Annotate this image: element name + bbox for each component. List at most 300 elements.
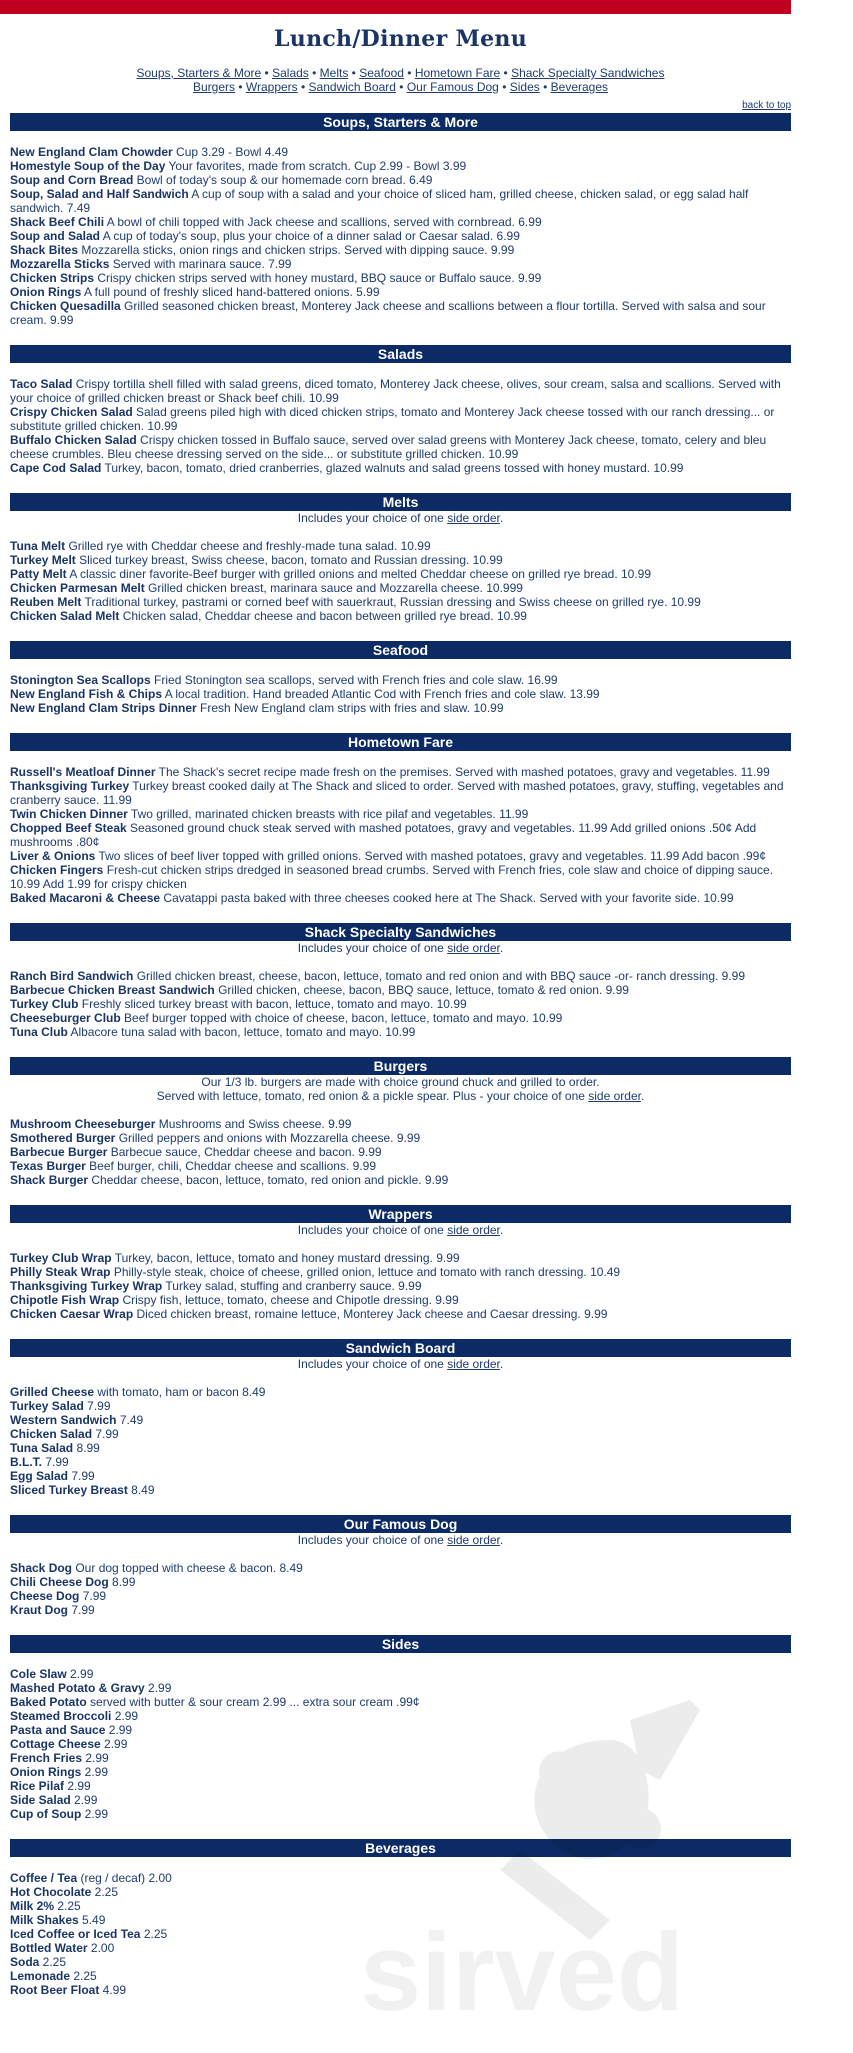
menu-item-description: Turkey salad, stuffing and cranberry sauce. 9.99	[162, 1279, 422, 1293]
menu-item	[10, 159, 791, 173]
menu-item-name: Soup and Salad	[10, 229, 101, 243]
menu-item-name: Liver & Onions	[10, 849, 96, 863]
nav-separator: •	[308, 66, 320, 80]
menu-item-name: Russell's Meatloaf Dinner	[10, 765, 156, 779]
menu-item-description: Cheddar cheese, bacon, lettuce, tomato, red onion and pickle. 9.99	[88, 1173, 449, 1187]
menu-item	[10, 1793, 791, 1807]
back-to-top-link[interactable]: back to top	[742, 100, 791, 111]
section-header: Sides	[10, 1635, 791, 1653]
menu-item-name: Homestyle Soup of the Day	[10, 159, 166, 173]
nav-link[interactable]: Seafood	[359, 66, 404, 80]
menu-item-name: Chicken Caesar Wrap	[10, 1307, 134, 1321]
section-note-text: Includes your choice of one	[297, 511, 448, 525]
section-nav-row	[10, 80, 791, 94]
menu-item-name: Baked Potato	[10, 1695, 87, 1709]
menu-item	[10, 779, 791, 807]
menu-item-list	[10, 1251, 791, 1321]
menu-item	[10, 229, 791, 243]
menu-item-name: Thanksgiving Turkey Wrap	[10, 1279, 163, 1293]
menu-page	[10, 14, 791, 2015]
menu-item-list	[10, 673, 791, 715]
menu-item-description: A full pound of freshly sliced hand-battered onions. 5.99	[81, 285, 380, 299]
side-order-link[interactable]: side order	[447, 1533, 500, 1547]
menu-item-name: New England Clam Chowder	[10, 145, 173, 159]
menu-item	[10, 173, 791, 187]
top-color-bar	[0, 0, 791, 14]
menu-item-description: Sliced turkey breast, Swiss cheese, bacon, tomato and Russian dressing. 10.99	[75, 553, 503, 567]
menu-item	[10, 863, 791, 891]
menu-item	[10, 1575, 791, 1589]
menu-item-name: Cape Cod Salad	[10, 461, 102, 475]
section-note	[10, 1223, 791, 1237]
menu-item-description: 2.99	[64, 1779, 91, 1793]
menu-item-description: Mushrooms and Swiss cheese. 9.99	[155, 1117, 352, 1131]
section-nav	[10, 66, 791, 94]
menu-item-name: Chili Cheese Dog	[10, 1575, 109, 1589]
menu-item-name: Texas Burger	[10, 1159, 86, 1173]
menu-item-name: Twin Chicken Dinner	[10, 807, 128, 821]
nav-link[interactable]: Melts	[319, 66, 349, 80]
menu-item	[10, 1117, 791, 1131]
menu-item-name: Sliced Turkey Breast	[10, 1483, 128, 1497]
menu-item-description: 5.49	[78, 1913, 106, 1927]
menu-item-name: Turkey Club	[10, 997, 79, 1011]
section-header: Salads	[10, 345, 791, 363]
menu-item	[10, 1265, 791, 1279]
nav-link[interactable]: Sandwich Board	[308, 80, 396, 94]
menu-item-description: A cup of soup with a salad and your choice of sliced ham, grilled cheese, chicken salad, or egg salad half sandwich. 7.49	[10, 187, 749, 215]
menu-section	[10, 113, 791, 327]
menu-item	[10, 1441, 791, 1455]
menu-item	[10, 1131, 791, 1145]
menu-item	[10, 243, 791, 257]
menu-item	[10, 1765, 791, 1779]
menu-item-name: Thanksgiving Turkey	[10, 779, 130, 793]
menu-item-name: Chicken Parmesan Melt	[10, 581, 145, 595]
menu-item	[10, 1483, 791, 1497]
menu-item-description: A bowl of chili topped with Jack cheese and scallions, served with cornbread. 6.99	[104, 215, 542, 229]
menu-item	[10, 969, 791, 983]
menu-item	[10, 1983, 791, 1997]
menu-section	[10, 1515, 791, 1617]
menu-item-name: Chicken Strips	[10, 271, 95, 285]
menu-item	[10, 461, 791, 475]
menu-item-description: Philly-style steak, choice of cheese, grilled onion, lettuce and tomato with ranch dressing. 10.49	[110, 1265, 621, 1279]
menu-item	[10, 377, 791, 405]
menu-item-name: Turkey Salad	[10, 1399, 84, 1413]
menu-item	[10, 1251, 791, 1265]
menu-item-name: Root Beer Float	[10, 1983, 100, 1997]
menu-item	[10, 299, 791, 327]
menu-item	[10, 567, 791, 581]
menu-item-description: 2.99	[100, 1737, 128, 1751]
menu-item-name: Western Sandwich	[10, 1413, 117, 1427]
side-order-link[interactable]: side order	[447, 511, 500, 525]
menu-item-description: (reg / decaf) 2.00	[77, 1871, 172, 1885]
nav-link[interactable]: Our Famous Dog	[406, 80, 499, 94]
menu-item-description: Fresh New England clam strips with fries and slaw. 10.99	[196, 701, 504, 715]
menu-sections	[10, 113, 791, 1997]
menu-item-name: Cheese Dog	[10, 1589, 80, 1603]
menu-item-description: Cup 3.29 - Bowl 4.49	[172, 145, 289, 159]
section-note-text: Includes your choice of one	[297, 1533, 448, 1547]
menu-item	[10, 1885, 791, 1899]
menu-item-description: Grilled seasoned chicken breast, Monterey Jack cheese and scallions between a flour tortilla. Served with salsa and sour cream. 9.99	[10, 299, 766, 327]
menu-item-name: Tuna Salad	[10, 1441, 74, 1455]
menu-item	[10, 1145, 791, 1159]
menu-item-description: 8.99	[73, 1441, 100, 1455]
menu-section	[10, 493, 791, 623]
menu-item-list	[10, 1871, 791, 1997]
nav-link[interactable]: Beverages	[550, 80, 609, 94]
nav-separator: •	[498, 80, 510, 94]
section-note	[10, 511, 791, 525]
menu-item-description: Turkey breast cooked daily at The Shack and sliced to order. Served with mashed potatoes, gravy, stuffing, vegetables and cranberry sauce. 11.99	[10, 779, 784, 807]
nav-link[interactable]: Sides	[509, 80, 540, 94]
menu-item	[10, 1779, 791, 1793]
section-note-text: .	[499, 1533, 504, 1547]
menu-item-description: Albacore tuna salad with bacon, lettuce, tomato and mayo. 10.99	[67, 1025, 416, 1039]
menu-item-name: Side Salad	[10, 1793, 71, 1807]
menu-section	[10, 1339, 791, 1497]
menu-item	[10, 1913, 791, 1927]
menu-item-description: Beef burger, chili, Cheddar cheese and scallions. 9.99	[85, 1159, 376, 1173]
menu-item-description: Barbecue sauce, Cheddar cheese and bacon. 9.99	[107, 1145, 382, 1159]
menu-item	[10, 1589, 791, 1603]
side-order-link[interactable]: side order	[447, 1357, 500, 1371]
menu-item-name: Chopped Beef Steak	[10, 821, 127, 835]
menu-item-name: Stonington Sea Scallops	[10, 673, 151, 687]
menu-item-name: New England Fish & Chips	[10, 687, 163, 701]
menu-item-name: Barbecue Chicken Breast Sandwich	[10, 983, 215, 997]
nav-separator: •	[348, 66, 360, 80]
menu-item	[10, 1279, 791, 1293]
menu-item	[10, 257, 791, 271]
section-header: Sandwich Board	[10, 1339, 791, 1357]
menu-item-description: 7.99	[68, 1603, 95, 1617]
menu-item-description: Crispy chicken tossed in Buffalo sauce, served over salad greens with Monterey Jack cheese, tomato, celery and bleu cheese crumbles. Bleu cheese dressing served on the side... or substitute grilled chicken. 10.99	[10, 433, 767, 461]
menu-item-name: Rice Pilaf	[10, 1779, 65, 1793]
menu-item-name: French Fries	[10, 1751, 83, 1765]
menu-item	[10, 1941, 791, 1955]
side-order-link[interactable]: side order	[447, 1223, 500, 1237]
menu-item-description: 8.49	[127, 1483, 155, 1497]
menu-item	[10, 1025, 791, 1039]
section-note-text: Includes your choice of one	[297, 1223, 448, 1237]
menu-item	[10, 405, 791, 433]
menu-item	[10, 271, 791, 285]
menu-item-name: Philly Steak Wrap	[10, 1265, 111, 1279]
menu-item-description: Cavatappi pasta baked with three cheeses cooked here at The Shack. Served with your favorite side. 10.99	[160, 891, 734, 905]
menu-item-name: Shack Burger	[10, 1173, 89, 1187]
menu-item-name: Kraut Dog	[10, 1603, 68, 1617]
menu-item-name: Hot Chocolate	[10, 1885, 92, 1899]
menu-item-name: Tuna Melt	[10, 539, 66, 553]
menu-item	[10, 687, 791, 701]
menu-item-name: Onion Rings	[10, 1765, 82, 1779]
menu-item-name: Cup of Soup	[10, 1807, 82, 1821]
menu-item-name: New England Clam Strips Dinner	[10, 701, 197, 715]
menu-item	[10, 1173, 791, 1187]
back-to-top	[10, 100, 791, 111]
menu-item	[10, 539, 791, 553]
menu-item	[10, 1899, 791, 1913]
menu-item	[10, 1413, 791, 1427]
menu-item	[10, 997, 791, 1011]
menu-item-description: 2.25	[39, 1955, 67, 1969]
menu-item-description: 2.99	[105, 1723, 133, 1737]
menu-item	[10, 1695, 791, 1709]
menu-item-description: 7.99	[68, 1469, 95, 1483]
menu-item-name: Pasta and Sauce	[10, 1723, 106, 1737]
menu-item-description: Your favorites, made from scratch. Cup 2.99 - Bowl 3.99	[165, 159, 467, 173]
menu-item	[10, 1399, 791, 1413]
menu-item	[10, 1955, 791, 1969]
menu-item-description: Two slices of beef liver topped with grilled onions. Served with mashed potatoes, gravy and vegetables. 11.99 Add bacon .99¢	[95, 849, 766, 863]
menu-item	[10, 595, 791, 609]
section-header: Hometown Fare	[10, 733, 791, 751]
menu-item	[10, 821, 791, 849]
menu-item	[10, 187, 791, 215]
menu-item-name: Egg Salad	[10, 1469, 69, 1483]
section-note	[10, 1357, 791, 1371]
menu-item	[10, 1159, 791, 1173]
menu-item-name: Soup, Salad and Half Sandwich	[10, 187, 189, 201]
section-note-text: .	[499, 511, 504, 525]
menu-item-description: 7.99	[42, 1455, 69, 1469]
menu-item-name: Shack Beef Chili	[10, 215, 105, 229]
menu-item-list	[10, 1667, 791, 1821]
nav-link[interactable]: Hometown Fare	[414, 66, 501, 80]
menu-item-description: 7.99	[83, 1399, 111, 1413]
menu-item-name: Shack Dog	[10, 1561, 73, 1575]
menu-item-name: Turkey Melt	[10, 553, 76, 567]
page-title: Lunch/Dinner Menu	[274, 26, 527, 52]
section-header: Shack Specialty Sandwiches	[10, 923, 791, 941]
menu-item-description: The Shack's secret recipe made fresh on the premises. Served with mashed potatoes, gravy and vegetables. 11.99	[155, 765, 770, 779]
menu-item	[10, 1455, 791, 1469]
menu-item-description: 2.25	[91, 1885, 119, 1899]
menu-item-description: 2.25	[140, 1927, 168, 1941]
menu-item-description: 2.99	[70, 1793, 98, 1807]
menu-item-description: 2.25	[70, 1969, 97, 1983]
menu-item-description: Turkey, bacon, lettuce, tomato and honey mustard dressing. 9.99	[111, 1251, 460, 1265]
section-header: Melts	[10, 493, 791, 511]
menu-section	[10, 1839, 791, 1997]
menu-item	[10, 1427, 791, 1441]
nav-link[interactable]: Salads	[272, 66, 309, 80]
menu-item	[10, 285, 791, 299]
menu-item-name: Cottage Cheese	[10, 1737, 101, 1751]
side-order-link[interactable]: side order	[588, 1089, 641, 1103]
menu-section	[10, 345, 791, 475]
menu-item	[10, 807, 791, 821]
menu-item-name: Buffalo Chicken Salad	[10, 433, 137, 447]
section-note-text: Served with lettuce, tomato, red onion & a pickle spear. Plus - your choice of one	[156, 1089, 589, 1103]
menu-item-description: Served with marinara sauce. 7.99	[109, 257, 292, 271]
section-note-text: Includes your choice of one	[297, 1357, 448, 1371]
menu-item-description: Mozzarella sticks, onion rings and chicken strips. Served with dipping sauce. 9.99	[78, 243, 515, 257]
menu-section	[10, 1205, 791, 1321]
nav-separator: •	[261, 66, 273, 80]
menu-item-description: Turkey, bacon, tomato, dried cranberries, glazed walnuts and salad greens tossed with honey mustard. 10.99	[101, 461, 684, 475]
section-nav-row	[10, 66, 791, 80]
menu-item	[10, 1561, 791, 1575]
nav-separator: •	[500, 66, 512, 80]
nav-separator: •	[297, 80, 309, 94]
menu-item-name: Mozzarella Sticks	[10, 257, 110, 271]
menu-item-description: 2.25	[54, 1899, 81, 1913]
menu-item	[10, 983, 791, 997]
section-note-text: .	[499, 1357, 504, 1371]
menu-section	[10, 733, 791, 905]
menu-item-description: Crispy fish, lettuce, tomato, cheese and Chipotle dressing. 9.99	[119, 1293, 459, 1307]
menu-item	[10, 1709, 791, 1723]
menu-item-name: Soup and Corn Bread	[10, 173, 134, 187]
menu-item-description: Grilled peppers and onions with Mozzarella cheese. 9.99	[115, 1131, 421, 1145]
menu-item	[10, 433, 791, 461]
nav-link[interactable]: Wrappers	[245, 80, 298, 94]
menu-item-name: Turkey Club Wrap	[10, 1251, 112, 1265]
section-header: Wrappers	[10, 1205, 791, 1223]
menu-item-name: Iced Coffee or Iced Tea	[10, 1927, 141, 1941]
section-note-text: .	[640, 1089, 645, 1103]
menu-item-name: Smothered Burger	[10, 1131, 116, 1145]
menu-item-description: Grilled chicken breast, marinara sauce and Mozzarella cheese. 10.999	[144, 581, 523, 595]
nav-separator: •	[539, 80, 551, 94]
menu-item	[10, 581, 791, 595]
menu-item-description: 2.00	[87, 1941, 115, 1955]
menu-item-description: Crispy chicken strips served with honey mustard, BBQ sauce or Buffalo sauce. 9.99	[94, 271, 542, 285]
menu-item-list	[10, 969, 791, 1039]
menu-item	[10, 673, 791, 687]
menu-item-list	[10, 377, 791, 475]
menu-item-description: Crispy tortilla shell filled with salad greens, diced tomato, Monterey Jack cheese, olives, sour cream, salsa and scallions. Served with your choice of grilled chicken breast or Shack beef chili. 10.99	[10, 377, 781, 405]
menu-item	[10, 1807, 791, 1821]
menu-item-name: Chipotle Fish Wrap	[10, 1293, 120, 1307]
section-header: Our Famous Dog	[10, 1515, 791, 1533]
menu-item-name: Ranch Bird Sandwich	[10, 969, 134, 983]
menu-item	[10, 1737, 791, 1751]
menu-item-description: Freshly sliced turkey breast with bacon, lettuce, tomato and mayo. 10.99	[78, 997, 467, 1011]
menu-item-name: Lemonade	[10, 1969, 71, 1983]
menu-item-description: Grilled chicken breast, cheese, bacon, lettuce, tomato and red onion and with BBQ sauce -or- ranch dressing. 9.99	[133, 969, 746, 983]
menu-item-name: Baked Macaroni & Cheese	[10, 891, 161, 905]
menu-item-description: 2.99	[81, 1807, 109, 1821]
menu-item	[10, 215, 791, 229]
section-note-text: .	[499, 1223, 504, 1237]
menu-item-name: Mashed Potato & Gravy	[10, 1681, 145, 1695]
menu-item-description: Diced chicken breast, romaine lettuce, Monterey Jack cheese and Caesar dressing. 9.99	[133, 1307, 608, 1321]
menu-item-description: A classic diner favorite-Beef burger with grilled onions and melted Cheddar cheese on grilled rye bread. 10.99	[66, 567, 652, 581]
menu-item-description: Grilled rye with Cheddar cheese and freshly-made tuna salad. 10.99	[65, 539, 431, 553]
nav-link[interactable]: Burgers	[192, 80, 235, 94]
menu-item-description: 2.99	[144, 1681, 172, 1695]
menu-item-description: 7.99	[92, 1427, 119, 1441]
menu-section	[10, 923, 791, 1039]
menu-item	[10, 1469, 791, 1483]
menu-item-name: Bottled Water	[10, 1941, 88, 1955]
menu-item-name: Steamed Broccoli	[10, 1709, 112, 1723]
menu-item-name: Barbecue Burger	[10, 1145, 108, 1159]
side-order-link[interactable]: side order	[447, 941, 500, 955]
menu-item-name: Reuben Melt	[10, 595, 82, 609]
menu-item-name: Shack Bites	[10, 243, 79, 257]
section-note-text: Includes your choice of one	[297, 941, 448, 955]
menu-item-description: 2.99	[111, 1709, 139, 1723]
menu-item-list	[10, 765, 791, 905]
menu-item-name: Chicken Salad	[10, 1427, 93, 1441]
menu-item	[10, 891, 791, 905]
menu-item	[10, 1603, 791, 1617]
menu-item	[10, 1307, 791, 1321]
section-header: Burgers	[10, 1057, 791, 1075]
section-note	[10, 941, 791, 955]
menu-item-name: Milk Shakes	[10, 1913, 79, 1927]
menu-item	[10, 145, 791, 159]
menu-item	[10, 1969, 791, 1983]
menu-item-description: 8.99	[108, 1575, 136, 1589]
menu-item	[10, 1667, 791, 1681]
menu-item-description: served with butter & sour cream 2.99 ... extra sour cream .99¢	[86, 1695, 420, 1709]
menu-item-description: Grilled chicken, cheese, bacon, BBQ sauce, lettuce, tomato & red onion. 9.99	[214, 983, 629, 997]
menu-item-description: 2.99	[82, 1751, 109, 1765]
menu-item	[10, 609, 791, 623]
menu-item-description: with tomato, ham or bacon 8.49	[94, 1385, 266, 1399]
menu-item-description: Fried Stonington sea scallops, served with French fries and cole slaw. 16.99	[150, 673, 558, 687]
menu-item-list	[10, 1561, 791, 1617]
menu-item	[10, 553, 791, 567]
menu-item	[10, 1293, 791, 1307]
menu-item	[10, 1011, 791, 1025]
menu-item	[10, 765, 791, 779]
menu-item-name: Onion Rings	[10, 285, 82, 299]
menu-item-list	[10, 539, 791, 623]
menu-item-name: Soda	[10, 1955, 40, 1969]
menu-item-name: Tuna Club	[10, 1025, 68, 1039]
section-note-text: .	[499, 941, 504, 955]
nav-separator: •	[395, 80, 407, 94]
menu-item	[10, 701, 791, 715]
menu-item-name: Chicken Salad Melt	[10, 609, 120, 623]
menu-item	[10, 1927, 791, 1941]
menu-item	[10, 1751, 791, 1765]
menu-item	[10, 1681, 791, 1695]
section-header: Soups, Starters & More	[10, 113, 791, 131]
menu-item-description: Fresh-cut chicken strips dredged in seasoned bread crumbs. Served with French fries, cole slaw and choice of dipping sauce. 10.99 Add 1.99 for crispy chicken	[10, 863, 774, 891]
nav-link[interactable]: Shack Specialty Sandwiches	[511, 66, 665, 80]
section-note-text: Our 1/3 lb. burgers are made with choice ground chuck and grilled to order.	[201, 1075, 600, 1089]
menu-item-name: Grilled Cheese	[10, 1385, 95, 1399]
menu-item-description: Our dog topped with cheese & bacon. 8.49	[72, 1561, 303, 1575]
menu-item	[10, 1871, 791, 1885]
menu-item-description: Beef burger topped with choice of cheese, bacon, lettuce, tomato and mayo. 10.99	[120, 1011, 563, 1025]
menu-item-name: Chicken Quesadilla	[10, 299, 121, 313]
menu-item-description: 2.99	[81, 1765, 109, 1779]
menu-item-name: Chicken Fingers	[10, 863, 104, 877]
nav-separator: •	[403, 66, 415, 80]
menu-item	[10, 1385, 791, 1399]
menu-item-name: Coffee / Tea	[10, 1871, 78, 1885]
menu-item-description: 7.49	[116, 1413, 144, 1427]
nav-link[interactable]: Soups, Starters & More	[136, 66, 262, 80]
menu-item-description: Seasoned ground chuck steak served with mashed potatoes, gravy and vegetables. 11.99 Add grilled onions .50¢ Add mushrooms .80¢	[10, 821, 757, 849]
section-header: Beverages	[10, 1839, 791, 1857]
menu-item-name: B.L.T.	[10, 1455, 42, 1469]
section-header: Seafood	[10, 641, 791, 659]
menu-item-description: Chicken salad, Cheddar cheese and bacon between grilled rye bread. 10.99	[119, 609, 527, 623]
menu-item-description: A cup of today's soup, plus your choice of a dinner salad or Caesar salad. 6.99	[100, 229, 520, 243]
